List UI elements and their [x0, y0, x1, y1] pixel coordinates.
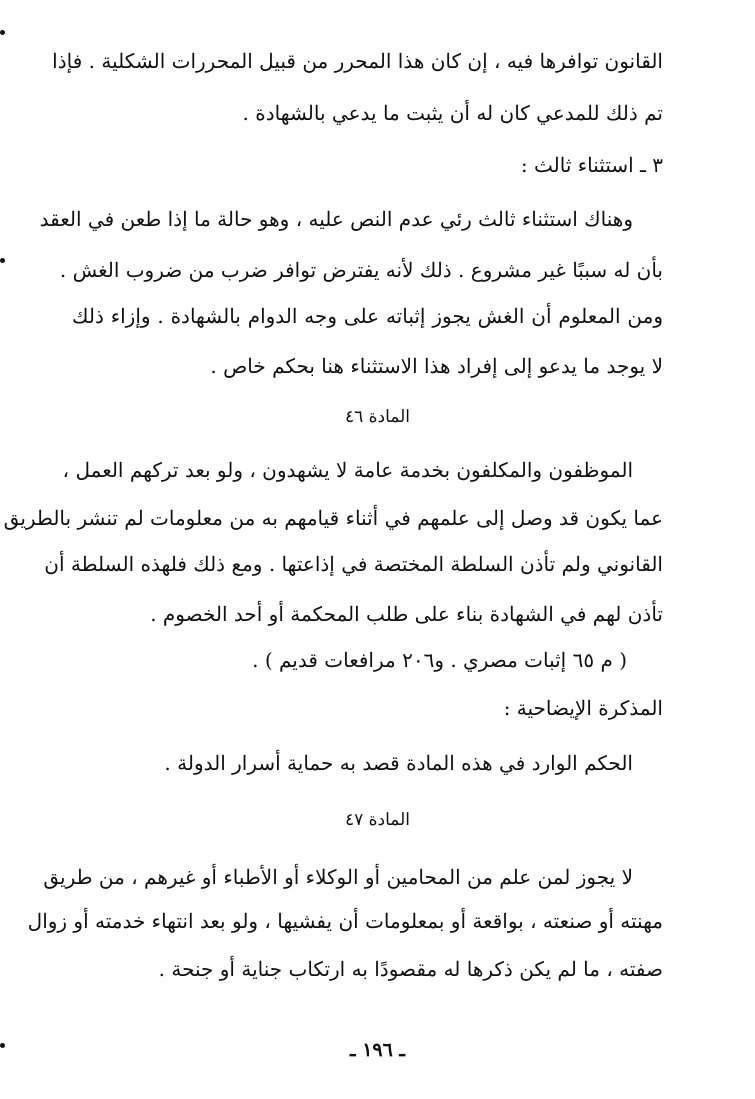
scan-mark: [0, 30, 5, 35]
article-title: المادة ٤٦: [344, 407, 411, 427]
paragraph-line: صفته ، ما لم يكن ذكرها له مقصودًا به ارتكاب جناية أو جنحة .: [158, 957, 663, 981]
paragraph-line: عما يكون قد وصل إلى علمهم في أثناء قيامهم به من معلومات لم تنشر بالطريق: [3, 506, 663, 530]
paragraph-line: القانوني ولم تأذن السلطة المختصة في إذاعتها . ومع ذلك فلهذه السلطة أن: [44, 552, 663, 576]
paragraph-line: القانون توافرها فيه ، إن كان هذا المحرر من قبيل المحررات الشكلية . فإذا: [52, 49, 663, 73]
article-reference: ( م ٦٥ إثبات مصري . و٢٠٦ مرافعات قديم ) .: [252, 648, 627, 672]
paragraph-line: الموظفون والمكلفون بخدمة عامة لا يشهدون ، ولو بعد تركهم العمل ،: [62, 458, 633, 482]
scan-mark: [0, 258, 5, 263]
scan-mark: [0, 1043, 5, 1048]
paragraph-line: بأن له سببًا غير مشروع . ذلك لأنه يفترض توافر ضرب من ضروب الغش .: [59, 258, 663, 282]
paragraph-line: وهناك استثناء ثالث رئي عدم النص عليه ، وهو حالة ما إذا طعن في العقد: [39, 207, 633, 231]
paragraph-line: لا يوجد ما يدعو إلى إفراد هذا الاستثناء هنا بحكم خاص .: [210, 354, 663, 378]
section-heading: ٣ ـ استثناء ثالث :: [520, 153, 663, 177]
paragraph-line: تم ذلك للمدعي كان له أن يثبت ما يدعي بالشهادة .: [242, 101, 663, 125]
paragraph-line: مهنته أو صنعته ، بواقعة أو بمعلومات أن يفشيها ، ولو بعد انتهاء خدمته أو زوال: [27, 909, 663, 933]
memo-heading: المذكرة الإيضاحية :: [503, 696, 663, 720]
article-title: المادة ٤٧: [344, 810, 411, 830]
memo-text: الحكم الوارد في هذه المادة قصد به حماية أسرار الدولة .: [164, 751, 633, 775]
page-number: ـ ١٩٦ ـ: [350, 1039, 405, 1061]
paragraph-line: تأذن لهم في الشهادة بناء على طلب المحكمة أو أحد الخصوم .: [150, 602, 663, 626]
paragraph-line: لا يجوز لمن علم من المحامين أو الوكلاء أو الأطباء أو غيرهم ، من طريق: [43, 865, 633, 889]
paragraph-line: ومن المعلوم أن الغش يجوز إثباته على وجه الدوام بالشهادة . وإزاء ذلك: [72, 304, 663, 328]
